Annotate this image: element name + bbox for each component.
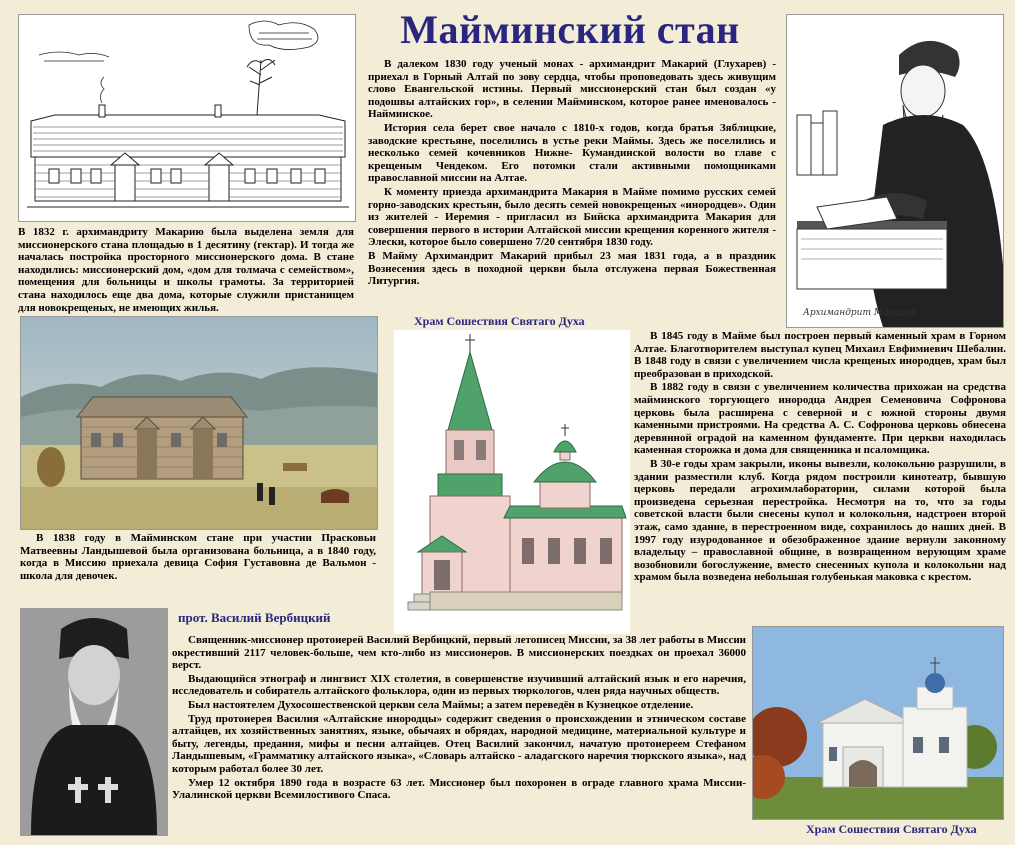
- verbitsky-text: Священник-миссионер протоиерей Василий Вербицкий, первый летописец Миссии, за 38 лет работы в Миссии окрестивший 2117 человек-больше, чем кто-либо из миссионеров. В миссионерских поездках он проехал 36000 верст. Выдающийся этнограф и лингвист XIX столетия, в совершенстве изучивший алтайский язык и его наречия, исследователь и собиратель алтайского фольклора, один из первых тюркологов, член ряда научных обществ. Был настоятелем Духосошественской церкви села Маймы; а затем переведён в Кузнецкое отделение. Труд протоиерея Василия «Алтайские инородцы» содержит сведения о происхождении и этническом составе алтайцев, их хозяйственных занятиях, языке, обычаях и обрядах, народной медицине, материальной культуре и быту, легенды, предания, мифы и песни алтайцев. Отец Василий закончил, начатую протоиереем Стефаном Ландышевым, «Грамматику алтайского языка», «Словарь алтайско - аладагского наречия тюркского языка», над которым работал более 30 лет. Умер 12 октября 1890 года в возрасте 63 лет. Миссионер был похоронен в ограде главного храма Миссии-Улалинской церкви Всемилостивого Спаса.: [172, 634, 746, 802]
- intro-text: В далеком 1830 году ученый монах - архимандрит Макарий (Глухарев) - приехал в Горный Алтай по зову сердца, чтобы проповедовать здесь живущим слово Евангельской истины. Первый миссионерский стан был создан «у подошвы алтайских гор», в селении Майминском, которое ранее именовалось - Найминское. История села берет свое начало с 1810-х годов, когда братья Зяблицкие, заводские крестьяне, поселились в устье реки Маймы. Здесь же поселились и несколько семей кочевников Нижне- Кумандинской волости во главе с крещеным Чендеком. Его потомки стали активными помощниками православной миссии на Алтае. К моменту приезда архимандрита Макария в Майме помимо русских семей горно-заводских крестьян, было десять семей новокрещеных «инородцев». Один из жителей - Иеремия - пригласил из Бийска архимандрита Макария для совершения первого в истории Алтайской миссии крещения коренного жителя - Элески, которое было совершено 7/20 сентября 1830 году. В Майму Архимандрит Макарий прибыл 23 мая 1831 года, а в праздник Вознесения здесь в походной церкви была отслужена первая Божественная Литургия.: [368, 58, 776, 288]
- land-text: В 1832 г. архимандриту Макарию была выделена земля для миссионерского стана площадью в 1 десятину (гектар). И тогда же началась постройка просторного миссионерского дома. В стане находились: миссионерский дом, «дом для толмача с семейством», помещения для больницы и школы грамоты. За территорией стана находилось еще два дома, которые служили пристанищем для новокрещеных, не имеющих жилья.: [18, 226, 354, 314]
- verbitsky-photo: [20, 608, 168, 836]
- page-title: Майминский стан: [400, 7, 740, 52]
- mission-house-engraving: [18, 14, 356, 222]
- church-caption-bottom: Храм Сошествия Святаго Духа: [806, 822, 977, 836]
- verbitsky-caption: прот. Василий Вербицкий: [178, 610, 331, 625]
- portrait-signature: Архимандрит Макарий: [803, 308, 917, 318]
- church-history-text: В 1845 году в Майме был построен первый каменный храм в Горном Алтае. Благотворителем выступал купец Михаил Евфимиевич Шебалин. В 1848 году в связи с увеличением числа крещеных инородцев, храм был преобразован в приходской. В 1882 году в связи с увеличением количества прихожан на средства майминского торгующего инородца Андрея Семеновича Софронова церковь была расширена с северной и с южной стороны двумя каменными пристроями. На средства А. С. Софронова церковь обнесена деревянной оградой на каменном фундаменте. При церкви находилась каменная сторожка и дома для священника и псаломщика. В 30-е годы храм закрыли, иконы вывезли, колокольню разрушили, в здании разместили клуб. Когда рядом построили кинотеатр, бывшую церковь передали агрохимлаборатории, силами которой была произведена серьезная перестройка. Несмотря на то, что за годы советской власти были снесены купол и колокольня, надстроен второй этаж, само здание, в перестроенном виде, сохранилось до наших дней. В 1997 году изуродованное и обезображенное здание вернули законному владельцу – православной общине, в возвращенном верующим храме возобновили богослужение, вместо снесенных купола и колокольни над храмом была возведена небольшая голубенькая маковка с крестом.: [634, 330, 1006, 584]
- hospital-text: В 1838 году в Майминском стане при участии Прасковьи Матвеевны Ландышевой была организована больница, а в 1840 году, когда в Миссию приехала девица София Густавовна де Вальмон - школа для девочек.: [20, 532, 376, 582]
- modern-church-photo: [752, 626, 1004, 820]
- mission-house-painting: [20, 316, 378, 530]
- church-drawing: [394, 330, 630, 634]
- church-caption-top: Храм Сошествия Святаго Духа: [414, 314, 585, 328]
- makariy-portrait: [786, 14, 1004, 328]
